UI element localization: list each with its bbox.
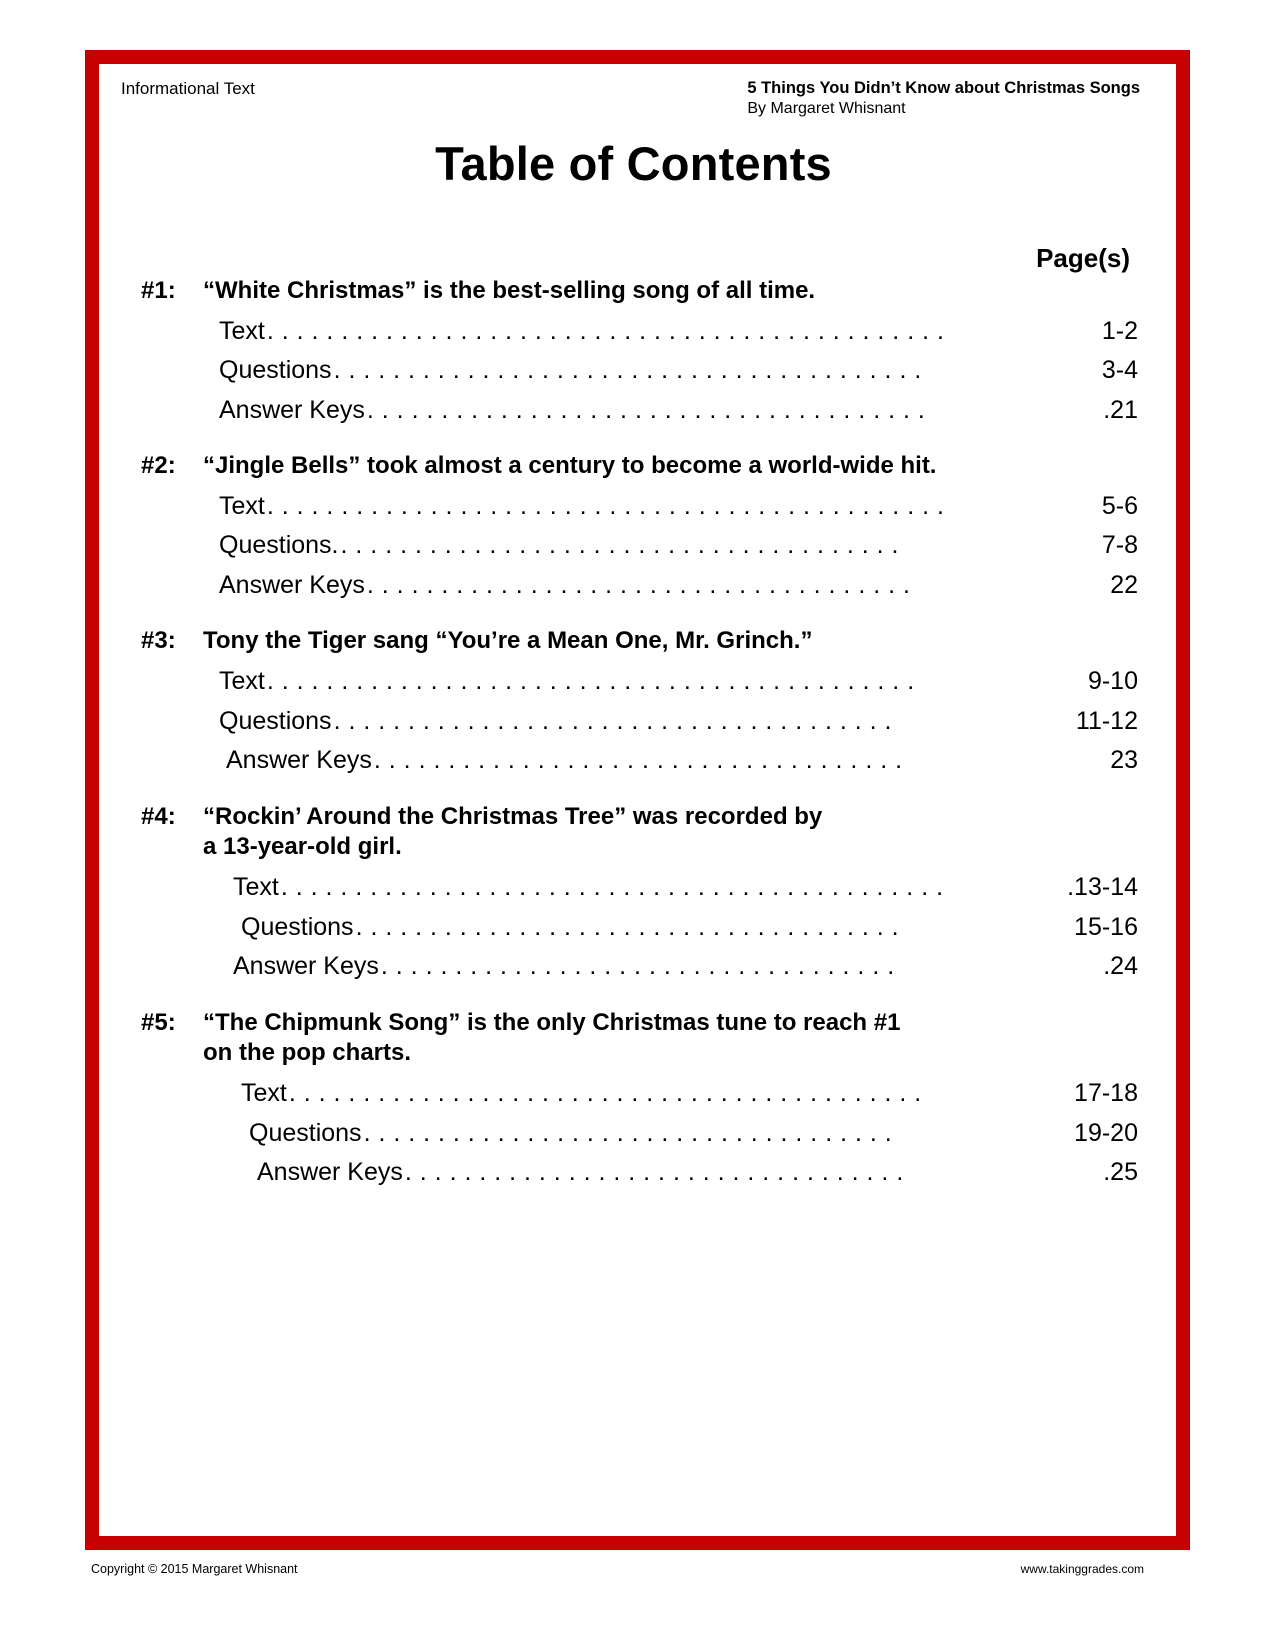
table-of-contents	[121, 243, 1146, 1188]
running-head-source	[747, 78, 1146, 120]
toc-row-page: 3-4	[1101, 356, 1138, 385]
toc-entry-5	[141, 1008, 1138, 1188]
dot-leader: . . . . . . . . . . . . . . . . . . . . . . . . . . . . . . . . . . . . . . . .	[333, 356, 922, 385]
toc-entry-3-title-line-1: Tony the Tiger sang “You’re a Mean One, Mr. Grinch.”	[203, 627, 813, 655]
toc-entry-5-row-questions[interactable]	[141, 1118, 1138, 1149]
toc-row-page: 19-20	[1074, 1118, 1138, 1147]
dot-leader: . . . . . . . . . . . . . . . . . . . . . . . . . . . . . . . . . . . . . . . . . . . .	[266, 667, 915, 696]
dot-leader: . . . . . . . . . . . . . . . . . . . . . . . . . . . . . . . . . .	[404, 1158, 904, 1187]
dot-leader: . . . . . . . . . . . . . . . . . . . . . . . . . . . . . . . . . . . . . .	[340, 531, 899, 560]
toc-row-label: Answer Keys	[257, 1158, 403, 1187]
toc-row-label: Questions	[219, 356, 332, 385]
toc-entry-4-row-text[interactable]	[141, 872, 1138, 903]
toc-entry-3-heading	[141, 626, 1138, 657]
toc-row-label: Questions	[241, 912, 354, 941]
dot-leader: . . . . . . . . . . . . . . . . . . . . . . . . . . . . . . . . . . . . . .	[333, 706, 892, 735]
running-head-genre-label: Informational Text	[121, 79, 255, 98]
footer-copyright: Copyright © 2015 Margaret Whisnant	[91, 1562, 298, 1576]
toc-row-page: 5-6	[1101, 491, 1138, 520]
toc-row-label: Answer Keys	[219, 570, 365, 599]
dot-leader: . . . . . . . . . . . . . . . . . . . . . . . . . . . . . . . . . . . . . . . . . . .	[288, 1079, 922, 1108]
dot-leader: . . . . . . . . . . . . . . . . . . . . . . . . . . . . . . . . . . .	[380, 952, 895, 981]
toc-entry-4-row-questions[interactable]	[141, 912, 1138, 943]
running-head-author: By Margaret Whisnant	[747, 100, 906, 118]
toc-row-label: Text	[219, 316, 265, 345]
dot-leader: . . . . . . . . . . . . . . . . . . . . . . . . . . . . . . . . . . . . . . . . . . . . . .	[266, 316, 945, 345]
toc-row-page: 1-2	[1101, 316, 1138, 345]
toc-entry-1-title-line-1: “White Christmas” is the best-selling song of all time.	[203, 277, 816, 304]
running-head	[121, 78, 1146, 124]
toc-entry-3-row-questions[interactable]	[141, 706, 1138, 737]
toc-entry-4	[141, 802, 1138, 982]
dot-leader: . . . . . . . . . . . . . . . . . . . . . . . . . . . . . . . . . . . . . .	[366, 395, 926, 424]
toc-row-label: Text	[219, 667, 265, 696]
toc-entry-3-row-text[interactable]	[141, 666, 1138, 697]
toc-entry-2-number: #2:	[141, 452, 176, 480]
toc-entry-4-title-line-2: a 13-year-old girl.	[203, 833, 402, 861]
toc-row-label: Answer Keys	[219, 395, 365, 424]
toc-row-page: 22	[1110, 570, 1138, 599]
toc-row-label: Answer Keys	[233, 952, 379, 981]
dot-leader: . . . . . . . . . . . . . . . . . . . . . . . . . . . . . . . . . . . .	[363, 1118, 893, 1147]
toc-entry-4-title	[203, 802, 1138, 863]
toc-entry-2-title	[203, 451, 1138, 482]
toc-entry-1-title	[203, 276, 1138, 307]
toc-row-page: .24	[1103, 952, 1138, 981]
toc-entry-5-heading	[141, 1008, 1138, 1069]
toc-entry-2-row-text[interactable]	[141, 491, 1138, 522]
footer-website: www.takinggrades.com	[1020, 1562, 1144, 1576]
toc-row-page: 11-12	[1075, 706, 1138, 735]
toc-row-page: 9-10	[1087, 667, 1138, 696]
toc-entry-1-row-text[interactable]	[141, 316, 1138, 347]
toc-row-page: 17-18	[1074, 1079, 1138, 1108]
toc-entry-4-title-line-1: “Rockin’ Around the Christmas Tree” was recorded by	[203, 802, 823, 830]
toc-row-label: Text	[241, 1079, 287, 1108]
toc-entry-1-row-answer-keys[interactable]	[141, 395, 1138, 426]
toc-entry-1	[141, 276, 1138, 425]
toc-row-label: Text	[233, 873, 279, 902]
toc-row-label: Text	[219, 491, 265, 520]
toc-row-page: 7-8	[1101, 531, 1138, 560]
running-head-title: 5 Things You Didn’t Know about Christmas Songs	[747, 79, 1140, 97]
toc-entry-3-number: #3:	[141, 627, 176, 655]
toc-entry-5-row-answer-keys[interactable]	[141, 1157, 1138, 1188]
toc-row-label: Questions	[249, 1118, 362, 1147]
toc-row-page: 15-16	[1074, 912, 1138, 941]
toc-entry-3	[141, 626, 1138, 775]
toc-entry-5-number: #5:	[141, 1008, 176, 1036]
page-footer	[85, 1562, 1190, 1576]
dot-leader: . . . . . . . . . . . . . . . . . . . . . . . . . . . . . . . . . . . .	[373, 746, 903, 775]
toc-entry-2-row-answer-keys[interactable]	[141, 570, 1138, 601]
toc-entry-4-row-answer-keys[interactable]	[141, 951, 1138, 982]
dot-leader: . . . . . . . . . . . . . . . . . . . . . . . . . . . . . . . . . . . . . . . . . . . . . .	[266, 491, 945, 520]
toc-entry-1-heading	[141, 276, 1138, 307]
toc-row-page: .21	[1103, 395, 1138, 424]
toc-row-label: Questions	[219, 706, 332, 735]
toc-row-page: .13-14	[1067, 873, 1138, 902]
toc-entry-5-row-text[interactable]	[141, 1078, 1138, 1109]
dot-leader: . . . . . . . . . . . . . . . . . . . . . . . . . . . . . . . . . . . . .	[355, 912, 900, 941]
pages-column-header: Page(s)	[1036, 243, 1130, 273]
page-content-area	[99, 64, 1176, 1536]
toc-row-page: 23	[1110, 746, 1138, 775]
toc-entry-4-heading	[141, 802, 1138, 863]
toc-row-label: Answer Keys	[226, 746, 372, 775]
toc-entry-2-row-questions[interactable]	[141, 530, 1138, 561]
red-page-border	[85, 50, 1190, 1550]
toc-row-page: .25	[1103, 1158, 1138, 1187]
toc-entry-3-row-answer-keys[interactable]	[141, 745, 1138, 776]
dot-leader: . . . . . . . . . . . . . . . . . . . . . . . . . . . . . . . . . . . . . . . . . . . . .	[280, 873, 944, 902]
toc-entry-1-row-questions[interactable]	[141, 355, 1138, 386]
toc-entry-5-title	[203, 1008, 1138, 1069]
toc-entry-5-title-line-2: on the pop charts.	[203, 1039, 412, 1067]
toc-entry-1-number: #1:	[141, 277, 176, 304]
page-title: Table of Contents	[435, 137, 832, 190]
toc-entry-2-title-line-1: “Jingle Bells” took almost a century to become a world-wide hit.	[203, 452, 937, 480]
toc-row-label: Questions.	[219, 531, 339, 560]
toc-entry-4-number: #4:	[141, 802, 176, 830]
toc-entry-3-title	[203, 626, 1138, 657]
toc-entry-2	[141, 451, 1138, 600]
dot-leader: . . . . . . . . . . . . . . . . . . . . . . . . . . . . . . . . . . . . .	[366, 570, 911, 599]
toc-entry-5-title-line-1: “The Chipmunk Song” is the only Christmas tune to reach #1	[203, 1008, 901, 1036]
toc-entry-2-heading	[141, 451, 1138, 482]
